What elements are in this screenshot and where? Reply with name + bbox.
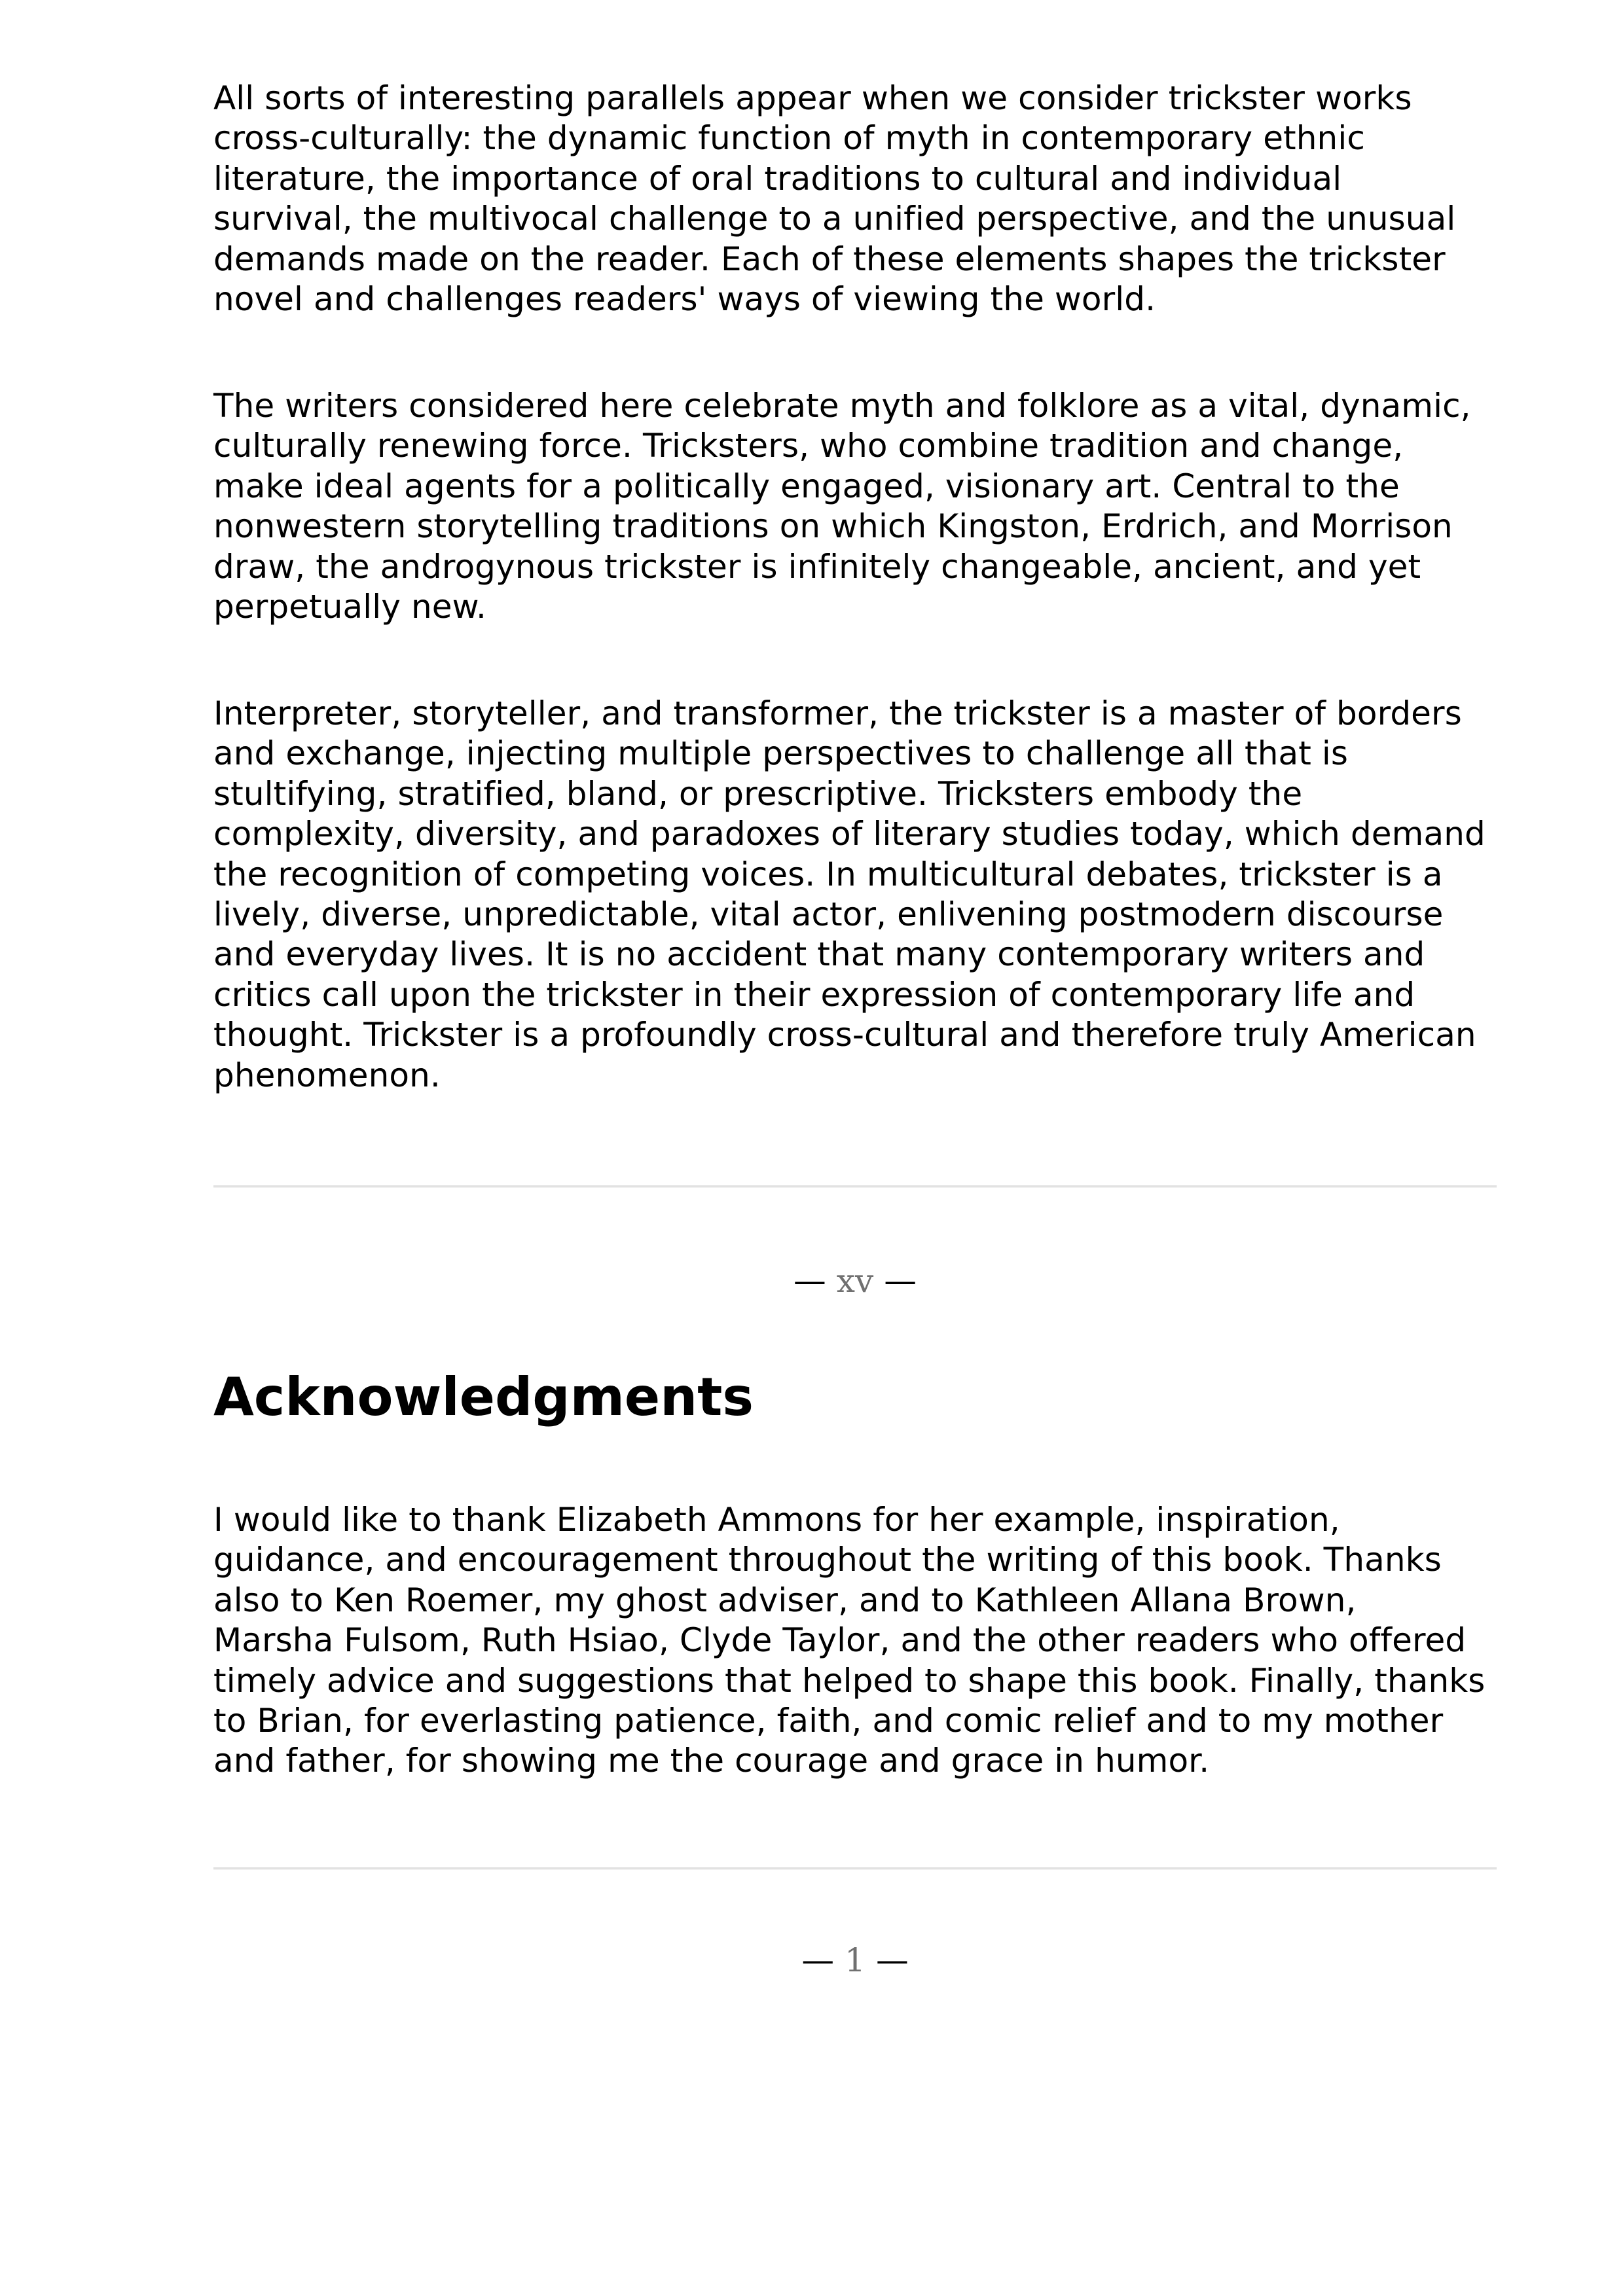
page-number-xv (213, 1262, 1497, 1300)
page-number-value: 1 (845, 1941, 866, 1979)
page-number-dash: — (801, 1941, 835, 1979)
text-line: lively, diverse, unpredictable, vital actor, enlivening postmodern discourse (213, 895, 1444, 934)
page-number-dash: — (793, 1262, 826, 1300)
text-line: and father, for showing me the courage and grace in humor. (213, 1742, 1210, 1780)
text-line: demands made on the reader. Each of these elements shapes the trickster (213, 240, 1446, 278)
document-page (213, 0, 1497, 2296)
text-line: to Brian, for everlasting patience, faith, and comic relief and to my mother (213, 1702, 1444, 1740)
paragraph-writers-myth (213, 386, 1471, 627)
text-line: timely advice and suggestions that helped to shape this book. Finally, thanks (213, 1661, 1486, 1700)
section-heading-acknowledgments: Acknowledgments (213, 1367, 754, 1427)
text-line: draw, the androgynous trickster is infinitely changeable, ancient, and yet (213, 547, 1421, 586)
page-divider (213, 1185, 1497, 1188)
page-number-value: xv (836, 1262, 874, 1300)
text-line: thought. Trickster is a profoundly cross-cultural and therefore truly American (213, 1016, 1476, 1054)
text-line: All sorts of interesting parallels appear when we consider trickster works (213, 79, 1412, 117)
text-line: the recognition of competing voices. In multicultural debates, trickster is a (213, 855, 1443, 893)
paragraph-trickster-interpreter (213, 694, 1486, 1096)
text-line: and everyday lives. It is no accident that many contemporary writers and (213, 935, 1425, 974)
text-line: survival, the multivocal challenge to a unified perspective, and the unusual (213, 200, 1456, 238)
text-line: Marsha Fulsom, Ruth Hsiao, Clyde Taylor, and the other readers who offered (213, 1621, 1467, 1660)
text-line: I would like to thank Elizabeth Ammons for her example, inspiration, (213, 1501, 1340, 1539)
text-line: Interpreter, storyteller, and transformer, the trickster is a master of borders (213, 694, 1462, 732)
text-line: and exchange, injecting multiple perspectives to challenge all that is (213, 734, 1349, 773)
text-line: stultifying, stratified, bland, or prescriptive. Tricksters embody the (213, 774, 1303, 813)
paragraph-trickster-parallels (213, 79, 1455, 319)
page-number-1 (213, 1941, 1497, 1979)
text-line: also to Ken Roemer, my ghost adviser, and to Kathleen Allana Brown, (213, 1581, 1357, 1619)
text-line: literature, the importance of oral traditions to cultural and individual (213, 159, 1342, 198)
text-line: cross-culturally: the dynamic function of myth in contemporary ethnic (213, 119, 1365, 158)
page-divider (213, 1867, 1497, 1870)
text-line: culturally renewing force. Tricksters, who combine tradition and change, (213, 427, 1404, 465)
text-line: guidance, and encouragement throughout the writing of this book. Thanks (213, 1541, 1442, 1579)
text-line: nonwestern storytelling traditions on which Kingston, Erdrich, and Morrison (213, 507, 1453, 546)
page-number-dash: — (884, 1262, 917, 1300)
text-line: complexity, diversity, and paradoxes of literary studies today, which demand (213, 815, 1486, 853)
text-line: phenomenon. (213, 1056, 441, 1094)
page-number-dash: — (875, 1941, 909, 1979)
text-line: make ideal agents for a politically engaged, visionary art. Central to the (213, 467, 1400, 505)
paragraph-acknowledgments (213, 1500, 1485, 1782)
text-line: critics call upon the trickster in their expression of contemporary life and (213, 975, 1415, 1014)
text-line: perpetually new. (213, 588, 487, 626)
text-line: novel and challenges readers' ways of viewing the world. (213, 280, 1156, 319)
text-line: The writers considered here celebrate myth and folklore as a vital, dynamic, (213, 387, 1471, 425)
